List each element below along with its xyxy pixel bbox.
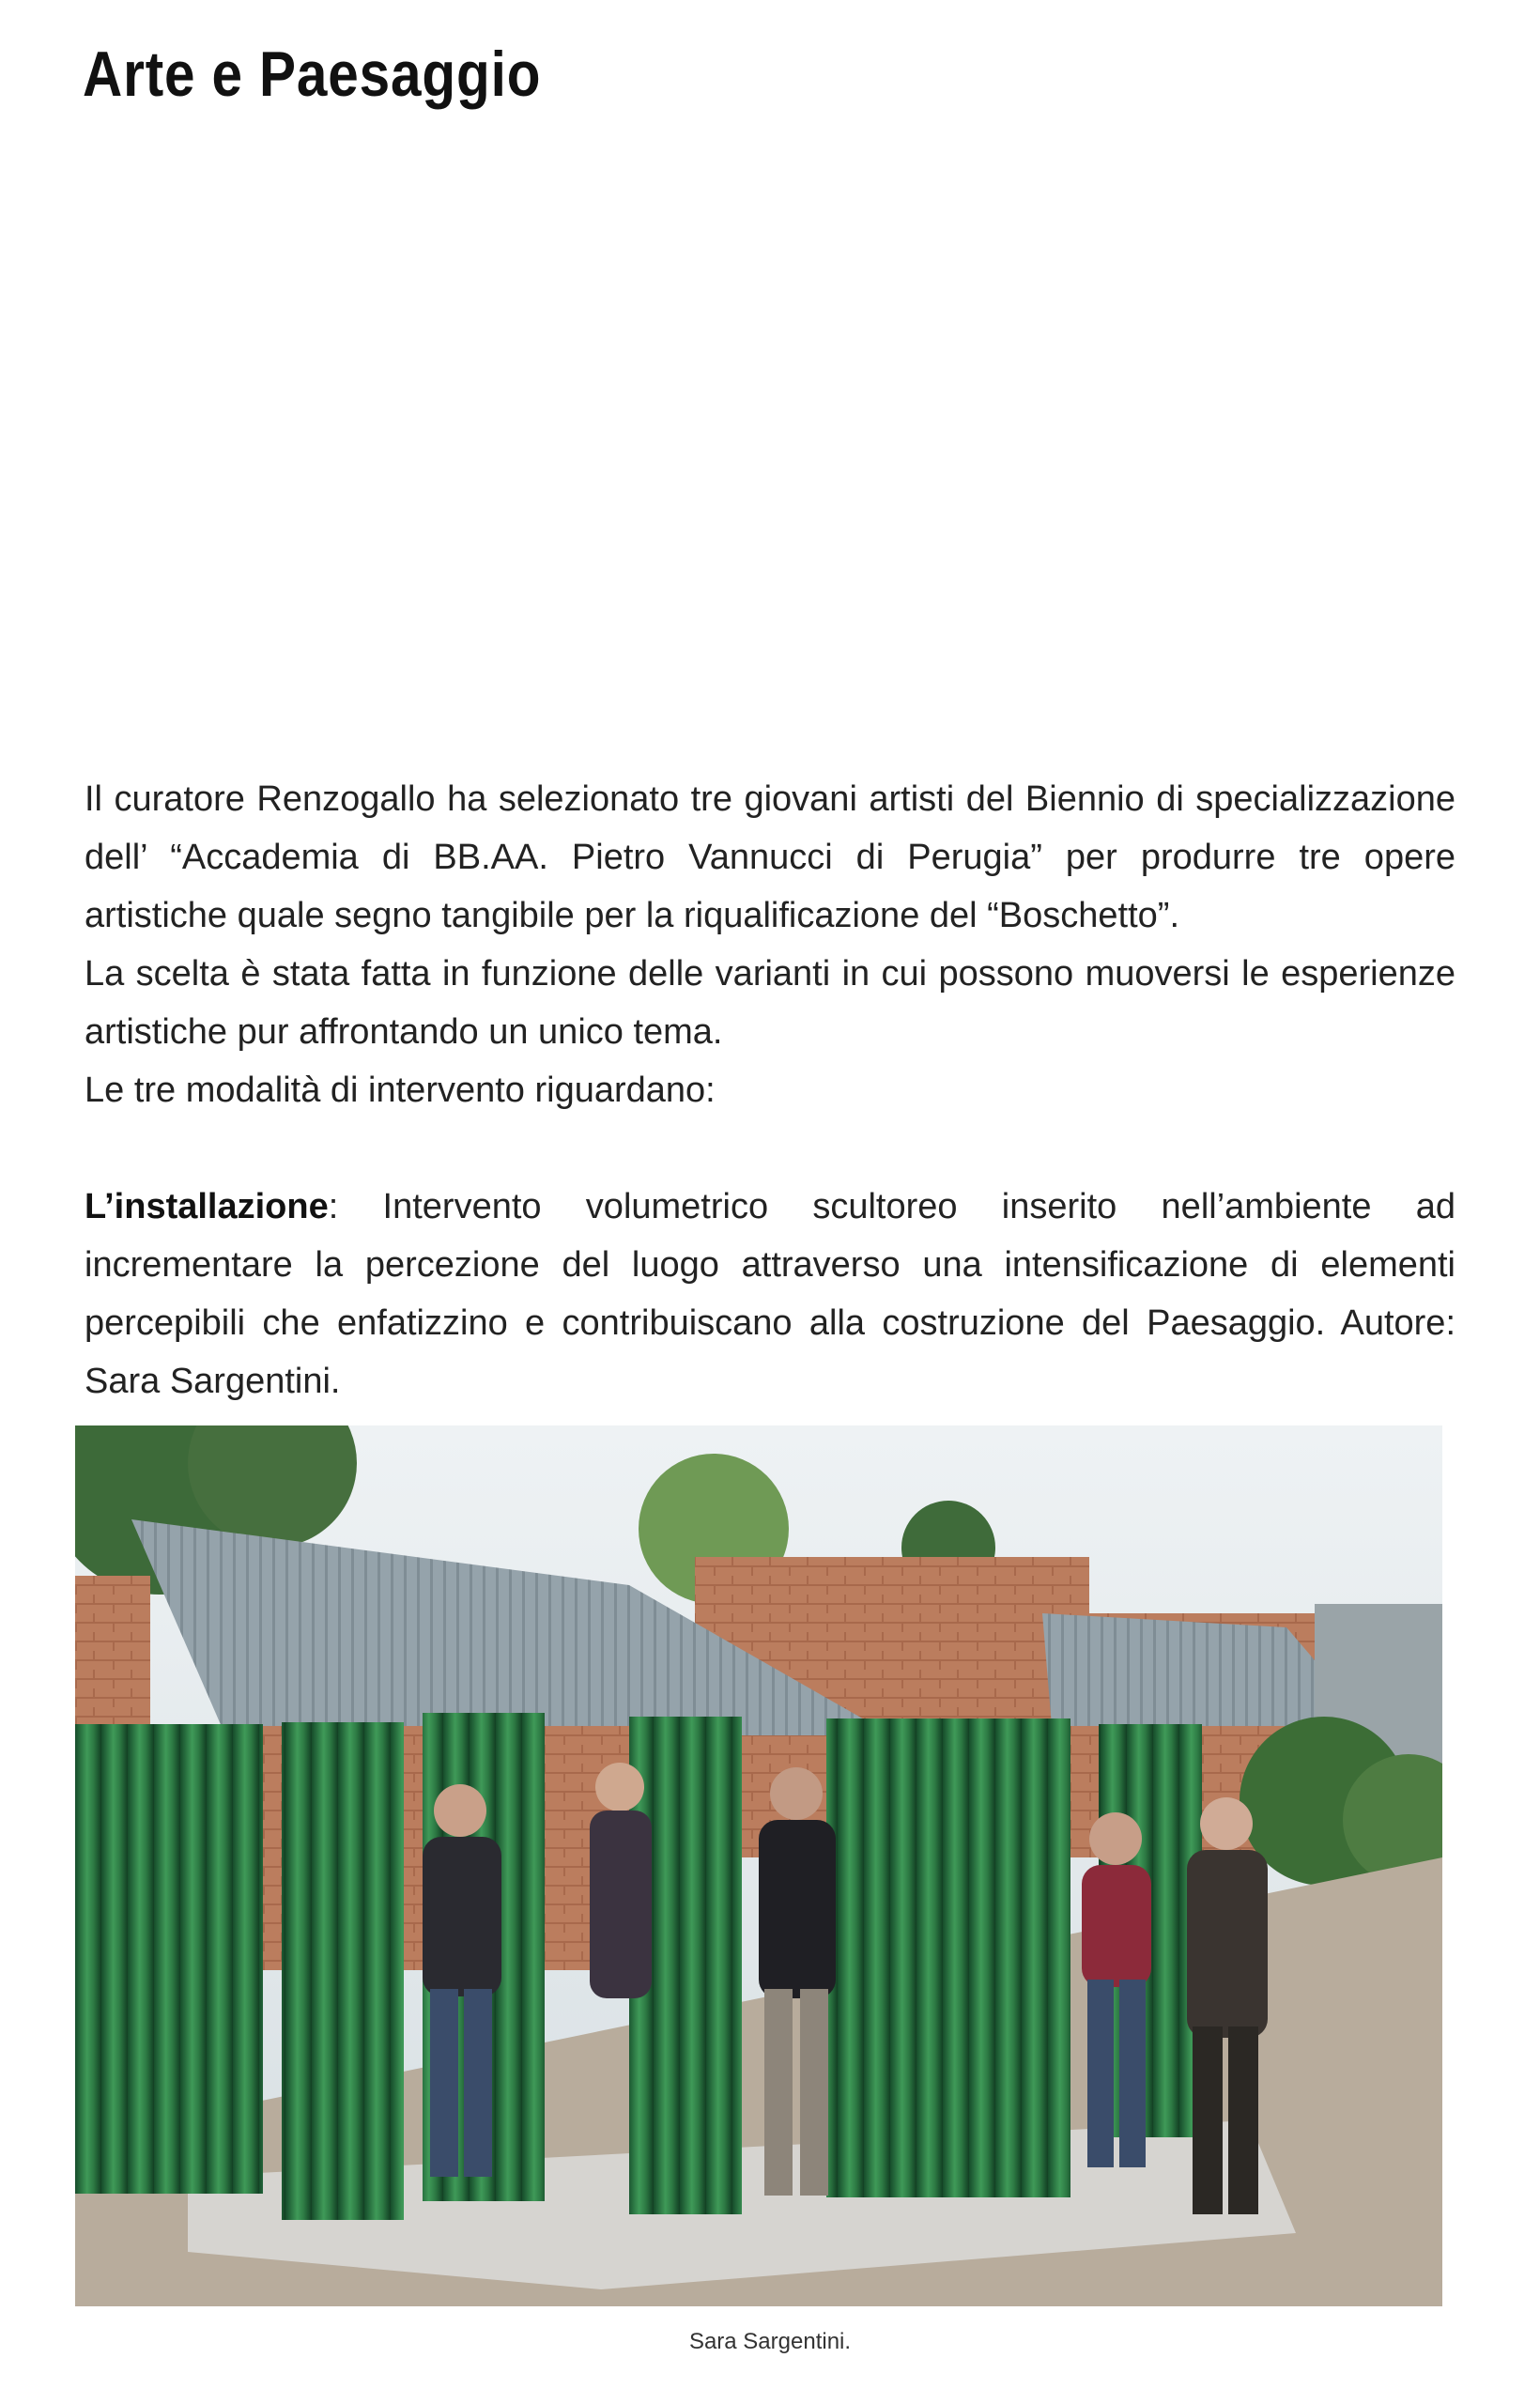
photo-caption: Sara Sargentini. (688, 2329, 852, 2354)
paragraph-intro: Il curatore Renzogallo ha selezionato tre giovani artisti del Biennio di specializzazione dell’ “Accademia di BB.AA. Pietro Vannucci di Perugia” per produrre tre opere artistiche quale segno tangibile per la riqualificazione del “Boschetto”. (85, 779, 1455, 935)
body-text (85, 770, 1455, 1410)
installation-photo (75, 1425, 1442, 2306)
installazione-text: : Intervento volumetrico scultoreo inserito nell’ambiente ad incrementare la percezione del luogo attraverso una intensificazione di elementi percepibili che enfatizzino e contribuiscano alla costruzione del Paesaggio. Autore: Sara Sargentini. (85, 1187, 1455, 1401)
paragraph-choice: La scelta è stata fatta in funzione delle varianti in cui possono muoversi le esperienze artistiche pur affrontando un unico tema. (85, 954, 1455, 1052)
paragraph-modes: Le tre modalità di intervento riguardano: (85, 1071, 716, 1110)
installazione-label: L’installazione (85, 1187, 329, 1226)
page-title: Arte e Paesaggio (83, 39, 542, 110)
paragraph-installazione (85, 1178, 1455, 1410)
